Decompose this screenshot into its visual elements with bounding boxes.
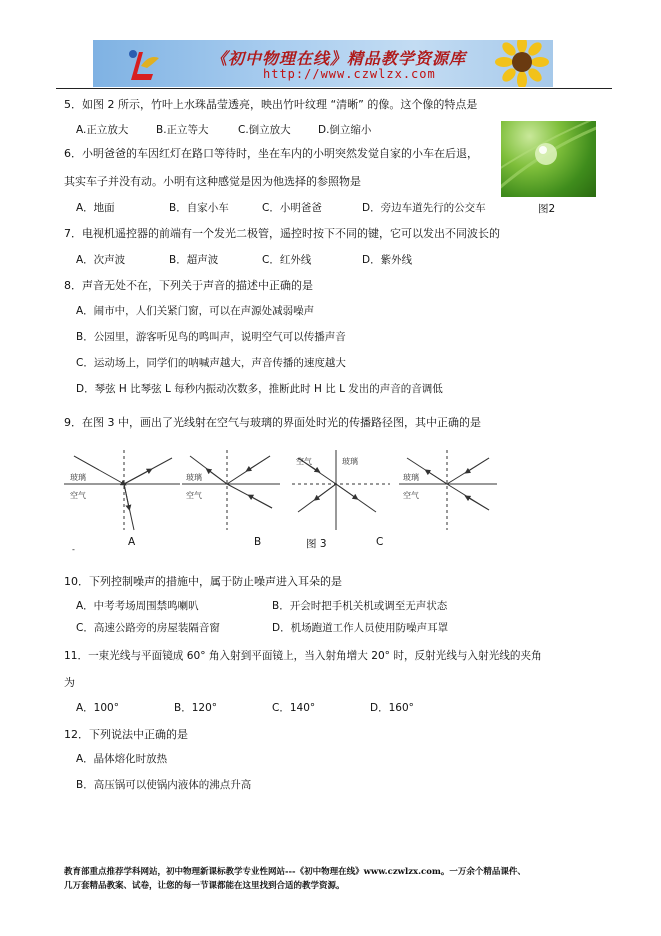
q11-text-line1: 11．一束光线与平面镜成 60° 角入射到平面镜上，当入射角增大 20° 时，反射光线与入射光线的夹角 (64, 650, 542, 662)
diagram-c-glass-label: 玻璃 (403, 473, 419, 482)
header-title: 《初中物理在线》精品教学资源库 (211, 49, 467, 68)
dewdrop-leaf-photo (501, 121, 596, 197)
refraction-diagram-a (62, 450, 182, 532)
q5-option-a: A.正立放大 (76, 124, 129, 136)
q10-option-b: B．开会时把手机关机或调至无声状态 (272, 600, 448, 612)
q8-option-b: B．公园里，游客听见鸟的鸣叫声，说明空气可以传播声音 (76, 331, 346, 343)
diagram-a-glass-label: 玻璃 (70, 473, 86, 482)
q8-text: 8．声音无处不在，下列关于声音的描述中正确的是 (64, 279, 313, 292)
caption-b: B (254, 536, 262, 548)
diagram-a-air-label: 空气 (70, 491, 86, 500)
q5-option-d: D.倒立缩小 (318, 124, 372, 136)
q7-option-d: D．紫外线 (362, 254, 413, 266)
logo-icon (123, 44, 163, 84)
q8-option-d: D．琴弦 H 比琴弦 L 每秒内振动次数多，推断此时 H 比 L 发出的声音的音调低 (76, 383, 443, 395)
refraction-diagram-b (180, 450, 285, 532)
stray-dash: - (72, 545, 75, 554)
footer-line-1: 教育部重点推荐学科网站，初中物理新课标教学专业性网站---《初中物理在线》www.czwlzx.com。一万余个精品课件、 (64, 867, 526, 877)
q10-text: 10．下列控制噪声的措施中，属于防止噪声进入耳朵的是 (64, 575, 342, 588)
q7-option-a: A．次声波 (76, 254, 126, 266)
q6-option-c: C．小明爸爸 (262, 202, 322, 214)
q6-text-line2: 其实车子并没有动。小明有这种感觉是因为他选择的参照物是 (64, 175, 361, 188)
diagram-fig3-glass-label: 玻璃 (342, 457, 358, 466)
q11-option-d: D．160° (370, 702, 414, 714)
caption-fig3: 图 3 (306, 538, 327, 550)
q5-option-c: C.倒立放大 (238, 124, 291, 136)
q9-text: 9．在图 3 中，画出了光线射在空气与玻璃的界面处时光的传播路径图，其中正确的是 (64, 416, 481, 429)
q10-option-d: D．机场跑道工作人员使用防噪声耳罩 (272, 622, 449, 634)
q12-text: 12．下列说法中正确的是 (64, 728, 188, 741)
q8-option-c: C．运动场上，同学们的呐喊声越大，声音传播的速度越大 (76, 357, 346, 369)
diagram-fig3-air-label: 空气 (296, 457, 312, 466)
q6-option-a: A．地面 (76, 202, 115, 214)
q6-option-b: B．自家小车 (169, 202, 229, 214)
diagram-b-glass-label: 玻璃 (186, 473, 202, 482)
q6-text-line1: 6．小明爸爸的车因红灯在路口等待时，坐在车内的小明突然发觉自家的小车在后退， (64, 147, 478, 160)
q11-option-a: A．100° (76, 702, 119, 714)
diagram-b-air-label: 空气 (186, 491, 202, 500)
q10-option-a: A．中考考场周围禁鸣喇叭 (76, 600, 199, 612)
sunflower-icon (491, 40, 553, 87)
header-url[interactable]: http://www.czwlzx.com (263, 67, 436, 81)
refraction-diagram-fig3 (290, 450, 395, 532)
diagram-c-air-label: 空气 (403, 491, 419, 500)
q12-option-a: A．晶体熔化时放热 (76, 753, 168, 765)
header-banner (93, 40, 553, 87)
q11-option-b: B．120° (174, 702, 217, 714)
caption-a: A (128, 536, 136, 548)
footer-line-2: 几万套精品教案、试卷，让您的每一节课都能在这里找到合适的教学资源。 (64, 881, 345, 891)
q5-text: 5．如图 2 所示，竹叶上水珠晶莹透亮，映出竹叶纹理 “清晰” 的像。这个像的特点是 (64, 98, 478, 111)
q11-text-line2: 为 (64, 676, 75, 689)
q5-option-b: B.正立等大 (156, 124, 209, 136)
q7-option-c: C．红外线 (262, 254, 312, 266)
figure-2-label: 图2 (538, 203, 556, 215)
header-rule (56, 88, 612, 89)
q11-option-c: C．140° (272, 702, 316, 714)
q6-option-d: D．旁边车道先行的公交车 (362, 202, 486, 214)
q7-option-b: B．超声波 (169, 254, 219, 266)
q8-option-a: A．闹市中，人们关紧门窗，可以在声源处减弱噪声 (76, 305, 315, 317)
caption-c: C (376, 536, 384, 548)
q12-option-b: B．高压锅可以使锅内液体的沸点升高 (76, 779, 252, 791)
q7-text: 7．电视机遥控器的前端有一个发光二极管，遥控时按下不同的键，它可以发出不同波长的 (64, 227, 500, 240)
refraction-diagram-c (397, 450, 502, 532)
q10-option-c: C．高速公路旁的房屋装隔音窗 (76, 622, 220, 634)
